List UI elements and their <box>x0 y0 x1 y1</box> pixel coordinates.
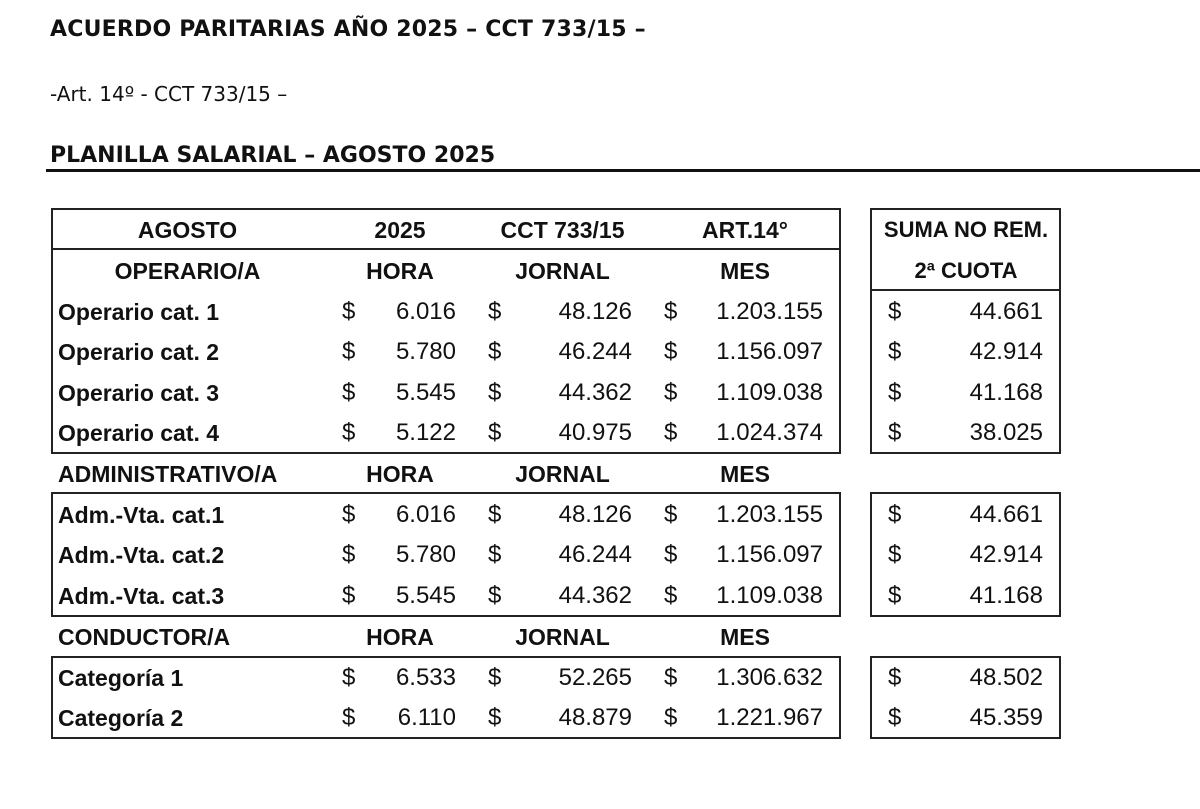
jornal-value: 44.362 <box>558 582 632 609</box>
currency-symbol: $ <box>342 379 356 406</box>
header-cct: CCT 733/15 <box>500 217 625 243</box>
currency-symbol: $ <box>342 419 356 446</box>
mes-value: 1.221.967 <box>716 704 823 731</box>
currency-symbol: $ <box>664 501 678 528</box>
currency-symbol: $ <box>664 298 678 325</box>
jornal-value: 48.126 <box>558 298 632 325</box>
currency-symbol: $ <box>488 582 502 609</box>
header-year: 2025 <box>374 217 426 243</box>
currency-symbol: $ <box>488 298 502 325</box>
suma-no-rem-value: 48.502 <box>969 664 1043 691</box>
jornal-value: 48.126 <box>558 501 632 528</box>
currency-symbol: $ <box>488 704 502 731</box>
group-heading-conductor <box>0 617 1200 657</box>
category-label: Adm.-Vta. cat.3 <box>58 583 225 609</box>
suma-no-rem-value: 42.914 <box>969 338 1043 365</box>
section-title: PLANILLA SALARIAL – AGOSTO 2025 <box>50 143 496 168</box>
mes-value: 1.156.097 <box>716 338 823 365</box>
category-label: Categoría 1 <box>58 665 184 691</box>
currency-symbol: $ <box>342 664 356 691</box>
category-label: Adm.-Vta. cat.1 <box>58 502 225 528</box>
currency-symbol: $ <box>488 379 502 406</box>
suma-no-rem-value: 41.168 <box>969 582 1043 609</box>
currency-symbol: $ <box>888 419 902 446</box>
currency-symbol: $ <box>888 664 902 691</box>
table-row <box>0 698 1200 738</box>
header-month: AGOSTO <box>137 217 238 243</box>
suma-no-rem-value: 42.914 <box>969 541 1043 568</box>
group-label-conductor: CONDUCTOR/A <box>58 624 231 650</box>
col-hora: HORA <box>366 624 434 650</box>
currency-symbol: $ <box>888 501 902 528</box>
side-header-line-1: SUMA NO REM. <box>883 217 1049 242</box>
category-label: Categoría 2 <box>58 705 184 731</box>
hora-value: 5.122 <box>395 419 456 446</box>
currency-symbol: $ <box>888 582 902 609</box>
currency-symbol: $ <box>488 501 502 528</box>
hora-value: 5.545 <box>395 379 456 406</box>
col-jornal: JORNAL <box>515 258 610 284</box>
col-hora: HORA <box>366 258 434 284</box>
category-label: Operario cat. 4 <box>58 420 220 446</box>
hora-value: 6.533 <box>395 664 456 691</box>
jornal-value: 46.244 <box>558 541 632 568</box>
currency-symbol: $ <box>664 338 678 365</box>
currency-symbol: $ <box>664 541 678 568</box>
header-art: ART.14° <box>702 217 788 243</box>
suma-no-rem-value: 44.661 <box>969 298 1043 325</box>
col-mes: MES <box>720 258 770 284</box>
table-row <box>0 495 1200 535</box>
suma-no-rem-value: 45.359 <box>969 704 1043 731</box>
category-label: Operario cat. 1 <box>58 299 220 325</box>
mes-value: 1.203.155 <box>716 501 823 528</box>
hora-value: 5.545 <box>395 582 456 609</box>
document-title: ACUERDO PARITARIAS AÑO 2025 – CCT 733/15 – <box>50 17 646 42</box>
col-hora: HORA <box>366 461 434 487</box>
group-heading-administrativo <box>0 454 1200 494</box>
hora-value: 6.016 <box>395 501 456 528</box>
currency-symbol: $ <box>488 419 502 446</box>
currency-symbol: $ <box>488 338 502 365</box>
currency-symbol: $ <box>888 379 902 406</box>
currency-symbol: $ <box>342 501 356 528</box>
table-row <box>0 413 1200 453</box>
jornal-value: 46.244 <box>558 338 632 365</box>
table-row <box>0 658 1200 698</box>
jornal-value: 44.362 <box>558 379 632 406</box>
hora-value: 5.780 <box>395 541 456 568</box>
table-row <box>0 332 1200 372</box>
currency-symbol: $ <box>342 338 356 365</box>
hora-value: 5.780 <box>395 338 456 365</box>
category-label: Adm.-Vta. cat.2 <box>58 542 225 568</box>
col-mes: MES <box>720 461 770 487</box>
mes-value: 1.024.374 <box>716 419 823 446</box>
mes-value: 1.156.097 <box>716 541 823 568</box>
category-label: Operario cat. 3 <box>58 380 220 406</box>
group-heading-operario <box>0 251 1200 291</box>
currency-symbol: $ <box>488 541 502 568</box>
group-label-operario: OPERARIO/A <box>114 258 261 284</box>
mes-value: 1.203.155 <box>716 298 823 325</box>
mes-value: 1.306.632 <box>716 664 823 691</box>
side-header-line-2: 2ª CUOTA <box>914 258 1018 283</box>
section-underline <box>46 169 1200 172</box>
hora-value: 6.110 <box>397 704 456 731</box>
currency-symbol: $ <box>664 664 678 691</box>
currency-symbol: $ <box>664 582 678 609</box>
currency-symbol: $ <box>664 379 678 406</box>
jornal-value: 48.879 <box>558 704 632 731</box>
suma-no-rem-value: 38.025 <box>969 419 1043 446</box>
header-row-1 <box>0 210 1200 250</box>
mes-value: 1.109.038 <box>716 379 823 406</box>
suma-no-rem-value: 44.661 <box>969 501 1043 528</box>
currency-symbol: $ <box>342 704 356 731</box>
col-jornal: JORNAL <box>515 624 610 650</box>
currency-symbol: $ <box>888 338 902 365</box>
currency-symbol: $ <box>342 582 356 609</box>
mes-value: 1.109.038 <box>716 582 823 609</box>
col-jornal: JORNAL <box>515 461 610 487</box>
jornal-value: 40.975 <box>558 419 632 446</box>
currency-symbol: $ <box>888 704 902 731</box>
col-mes: MES <box>720 624 770 650</box>
table-row <box>0 373 1200 413</box>
currency-symbol: $ <box>488 664 502 691</box>
category-label: Operario cat. 2 <box>58 339 220 365</box>
currency-symbol: $ <box>342 541 356 568</box>
table-row <box>0 292 1200 332</box>
table-row <box>0 576 1200 616</box>
currency-symbol: $ <box>342 298 356 325</box>
currency-symbol: $ <box>888 298 902 325</box>
jornal-value: 52.265 <box>558 664 632 691</box>
table-row <box>0 535 1200 575</box>
currency-symbol: $ <box>664 419 678 446</box>
hora-value: 6.016 <box>395 298 456 325</box>
suma-no-rem-value: 41.168 <box>969 379 1043 406</box>
currency-symbol: $ <box>664 704 678 731</box>
group-label-administrativo: ADMINISTRATIVO/A <box>58 461 278 487</box>
currency-symbol: $ <box>888 541 902 568</box>
document-subtitle: -Art. 14º - CCT 733/15 – <box>50 82 288 106</box>
